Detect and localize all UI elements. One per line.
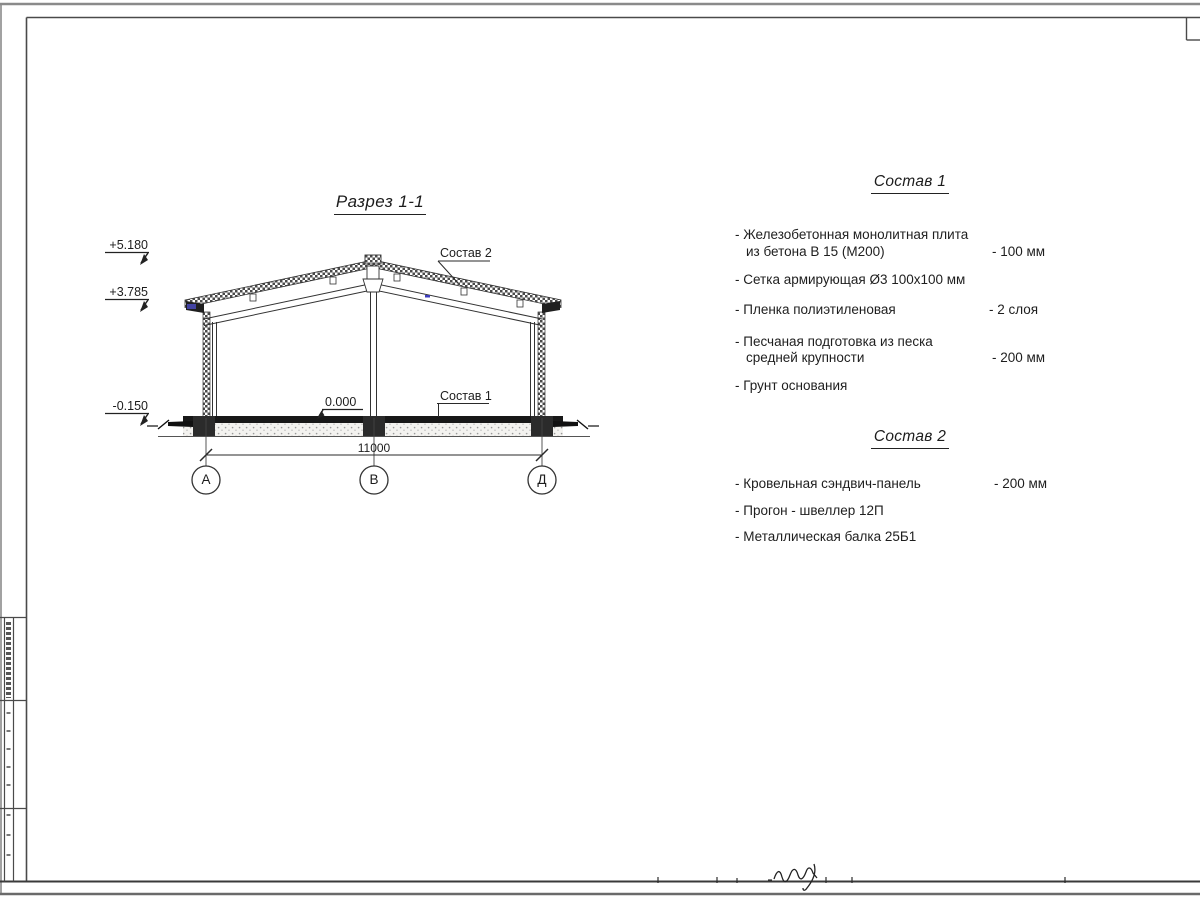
- blue-mark-left-eave: [187, 304, 196, 309]
- spec1-item4-line1: - Песчаная подготовка из песка: [735, 334, 933, 349]
- axis-label-b: В: [369, 472, 379, 487]
- spec2-item1-line1: - Кровельная сэндвич-панель: [735, 476, 921, 491]
- spec2-item1-value: - 200 мм: [994, 476, 1048, 491]
- spec1-heading: [820, 173, 1000, 194]
- spec1-item3-line1: - Пленка полиэтиленовая: [735, 302, 896, 317]
- handwritten-scribble: [774, 864, 817, 890]
- section-title: [300, 192, 460, 215]
- sheet-frame: [0, 4, 1200, 894]
- spec1-item4-line2: средней крупности: [746, 350, 865, 365]
- blue-mark-roof: [425, 295, 430, 298]
- spec1-item2-line1: - Сетка армирующая Ø3 100х100 мм: [735, 272, 966, 287]
- left-column: [203, 312, 217, 417]
- spec1-heading-text: Состав 1: [871, 173, 949, 194]
- spec1-item1-line2: из бетона В 15 (М200): [746, 244, 885, 259]
- level-label-eave: +3.785: [109, 285, 148, 299]
- spec2-heading-text: Состав 2: [871, 428, 949, 449]
- callout-floor-label: Состав 1: [440, 389, 492, 403]
- spec1-item5-line1: - Грунт основания: [735, 378, 848, 393]
- callout-roof-label: Состав 2: [440, 246, 492, 260]
- spec1-item1-line1: - Железобетонная монолитная плита: [735, 227, 969, 242]
- roof-panel-right: [373, 260, 561, 308]
- axis-label-a: А: [201, 472, 211, 487]
- section-title-text: Разрез 1-1: [334, 192, 426, 215]
- sheet-corner-box: [1187, 18, 1200, 41]
- spec2-item2-line1: - Прогон - швеллер 12П: [735, 503, 884, 518]
- margin-stamp-strip: [0, 618, 27, 882]
- center-column: [371, 292, 377, 416]
- level-label-ground: -0.150: [112, 399, 148, 413]
- right-column: [531, 312, 546, 417]
- roof-panel-left: [185, 260, 373, 308]
- level-label-floor: 0.000: [325, 395, 357, 409]
- spec2-heading: [820, 428, 1000, 449]
- dimension-label: 11000: [357, 441, 391, 455]
- spec1-item4-value: - 200 мм: [992, 350, 1046, 365]
- axis-label-d: Д: [537, 472, 547, 487]
- spec2-item3-line1: - Металлическая балка 25Б1: [735, 529, 917, 544]
- foundation-left: [193, 416, 215, 436]
- section-drawing: [105, 253, 599, 495]
- spec1-item3-value: - 2 слоя: [989, 302, 1039, 317]
- ridge-detail: [363, 255, 383, 292]
- spec1-item1-value: - 100 мм: [992, 244, 1046, 259]
- level-label-ridge: +5.180: [109, 238, 148, 252]
